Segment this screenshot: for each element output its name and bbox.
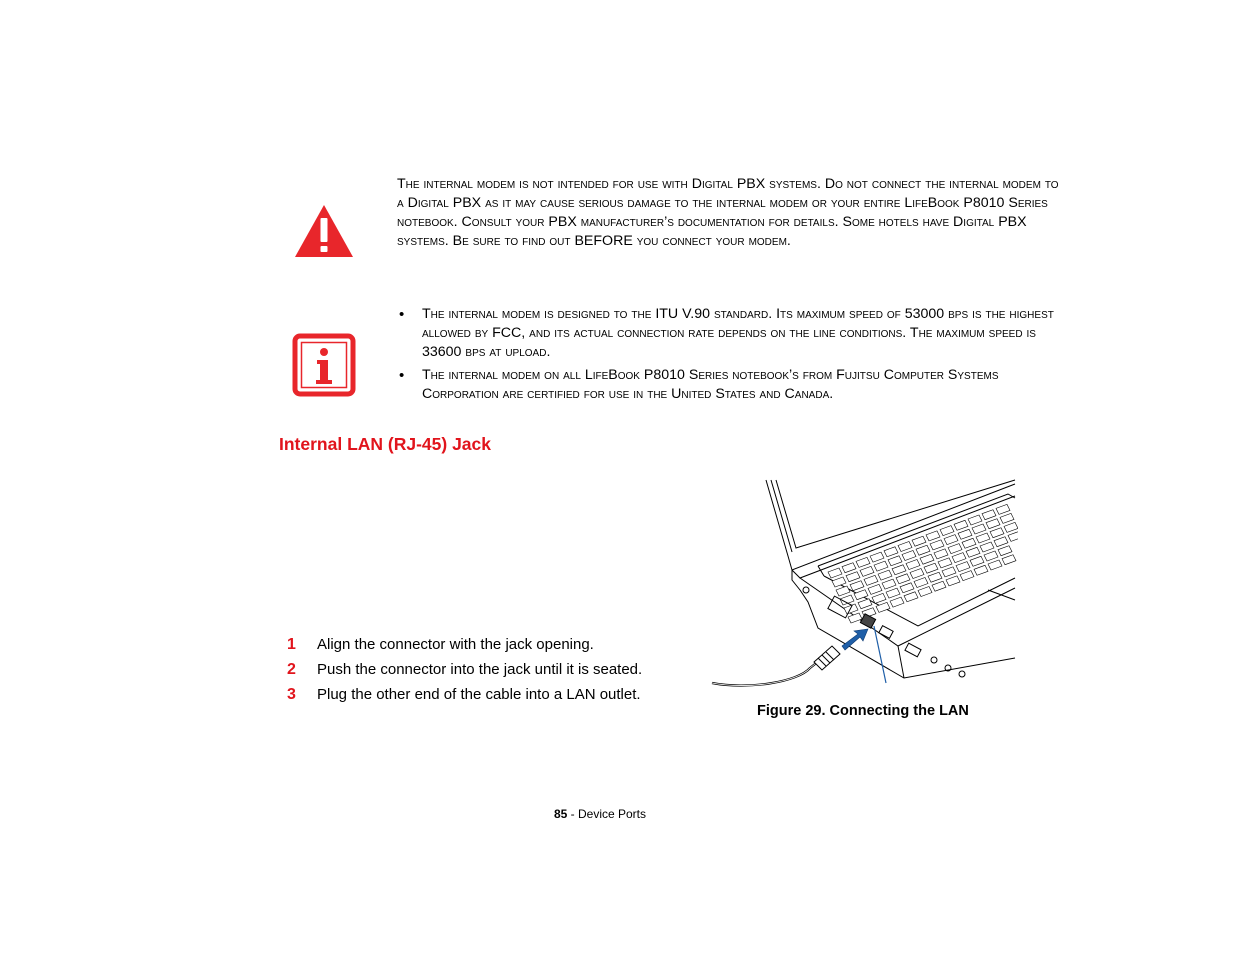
info-icon	[292, 333, 356, 397]
keyboard-key	[1008, 531, 1018, 541]
keyboard-key	[944, 535, 958, 545]
keyboard-key	[832, 577, 846, 587]
keyboard-key	[982, 510, 996, 520]
keyboard-key	[986, 519, 1000, 529]
keyboard-key	[990, 528, 1004, 538]
text-run: standard. Its maximum speed of	[710, 306, 905, 322]
step-item	[287, 685, 642, 710]
keyboard-key	[970, 556, 984, 566]
text-run: PBX	[736, 176, 766, 192]
keyboard-key	[842, 563, 856, 573]
keyboard-key	[976, 533, 990, 543]
keyboard-key	[946, 576, 960, 586]
keyboard-key	[858, 599, 872, 609]
page-number: 85	[553, 807, 568, 821]
keyboard-key	[870, 552, 884, 562]
keyboard-key	[1002, 555, 1016, 565]
step-number: 1	[287, 636, 296, 653]
text-run: ITU V.90	[655, 306, 711, 322]
info-bullet-text	[422, 306, 1054, 360]
keyboard-key	[1000, 513, 1014, 523]
info-bullet-item	[397, 305, 1067, 362]
info-bullet-list	[397, 305, 1067, 408]
keyboard-key	[892, 565, 906, 575]
keyboard-key	[972, 524, 986, 534]
keyboard-key	[940, 526, 954, 536]
keyboard-key	[872, 593, 886, 603]
keyboard-key	[856, 557, 870, 567]
text-run: systems. Do not connect the internal modem to a Digital	[397, 176, 1059, 211]
keyboard-key	[884, 547, 898, 557]
keyboard-key	[874, 561, 888, 571]
text-run: The internal modem on all LifeBook	[422, 367, 644, 383]
keyboard-key	[956, 562, 970, 572]
text-run: P8010	[643, 367, 685, 383]
keyboard-key	[998, 546, 1012, 556]
keyboard-key	[864, 575, 878, 585]
keyboard-key	[984, 551, 998, 561]
keyboard-key	[934, 549, 948, 559]
step-text: Plug the other end of the cable into a LAN outlet.	[317, 686, 641, 703]
text-run: The internal modem is designed to the	[422, 306, 656, 322]
keyboard-key	[890, 597, 904, 607]
keyboard-key	[924, 563, 938, 573]
keyboard-key	[938, 558, 952, 568]
text-run: manufacturer’s documentation for details. Some hotels have Digital	[576, 214, 999, 230]
text-run: PBX	[548, 214, 577, 230]
keyboard-key	[888, 556, 902, 566]
keyboard-key	[920, 554, 934, 564]
keyboard-key	[932, 581, 946, 591]
text-run: BEFORE	[574, 233, 633, 249]
keyboard-key	[910, 569, 924, 579]
keyboard-key	[918, 587, 932, 597]
text-run: as it may cause serious damage to the internal modem or your entire LifeBook	[481, 195, 964, 211]
keyboard-key	[846, 572, 860, 582]
keyboard-key	[912, 536, 926, 546]
info-bullet-item	[397, 366, 1067, 404]
keyboard-key	[848, 613, 862, 623]
keyboard-key	[902, 551, 916, 561]
keyboard-key	[974, 565, 988, 575]
step-text: Align the connector with the jack opening.	[317, 636, 594, 653]
page-footer	[0, 807, 1200, 821]
keyboard-key	[930, 540, 944, 550]
bullet-icon: •	[399, 306, 405, 323]
laptop-lan-port-illustration	[708, 478, 1018, 688]
keyboard-key	[954, 520, 968, 530]
keyboard-key	[878, 570, 892, 580]
keyboard-key	[952, 553, 966, 563]
keyboard-key	[896, 574, 910, 584]
keyboard-key	[928, 572, 942, 582]
text-run: bps at upload.	[461, 344, 551, 360]
keyboard-key	[900, 583, 914, 593]
keyboard-key	[886, 588, 900, 598]
keyboard-key	[860, 566, 874, 576]
keyboard-key	[904, 592, 918, 602]
bullet-icon: •	[399, 367, 405, 384]
warning-text	[397, 175, 1067, 251]
keyboard-key	[844, 604, 858, 614]
text-run: bps is the highest allowed by	[422, 306, 1054, 341]
steps-list	[287, 635, 642, 710]
keyboard-key	[916, 545, 930, 555]
keyboard-key	[988, 560, 1002, 570]
keyboard-key	[850, 581, 864, 591]
keyboard-key	[994, 537, 1008, 547]
keyboard-key	[906, 560, 920, 570]
keyboard-key	[914, 578, 928, 588]
text-run: FCC,	[492, 325, 526, 341]
text-run: P8010	[963, 195, 1005, 211]
keyboard-key	[942, 567, 956, 577]
footer-section-name: - Device Ports	[567, 807, 647, 821]
text-run: Series notebook. Consult your	[397, 195, 1048, 230]
text-run: and its actual connection rate depends on the line conditions. The maximum speed is	[525, 325, 1036, 341]
keyboard-key	[968, 515, 982, 525]
text-run: Series notebook’s from Fujitsu Computer Systems Corporation are certified for use in the United States and Canada.	[422, 367, 999, 402]
text-run: systems. Be sure to find out	[397, 233, 575, 249]
figure-caption: Figure 29. Connecting the LAN	[757, 703, 969, 719]
text-run: you connect your modem.	[632, 233, 791, 249]
keyboard-key	[926, 531, 940, 541]
info-bullet-text	[422, 367, 999, 402]
text-run: PBX	[998, 214, 1027, 230]
keyboard-key	[876, 602, 890, 612]
keyboard-key	[980, 542, 994, 552]
keyboard-key	[868, 584, 882, 594]
step-text: Push the connector into the jack until it is seated.	[317, 661, 643, 678]
keyboard-key	[958, 529, 972, 539]
keyboard-key	[882, 579, 896, 589]
step-number: 2	[287, 661, 296, 678]
text-run: The internal modem is not intended for use with Digital	[397, 176, 737, 192]
step-number: 3	[287, 686, 296, 703]
keyboard-key	[948, 544, 962, 554]
text-run: 53000	[904, 306, 945, 322]
step-item	[287, 635, 642, 660]
keyboard-key	[828, 568, 842, 578]
keyboard-key	[898, 542, 912, 552]
keyboard-key	[966, 547, 980, 557]
warning-triangle-icon	[293, 203, 355, 259]
text-run: PBX	[452, 195, 482, 211]
keyboard-key	[836, 586, 850, 596]
section-heading: Internal LAN (RJ-45) Jack	[279, 434, 492, 454]
keyboard-key	[962, 538, 976, 548]
keyboard-key	[960, 571, 974, 581]
keyboard-key	[1004, 522, 1018, 532]
step-item	[287, 660, 642, 685]
keyboard-key	[996, 504, 1010, 514]
text-run: 33600	[422, 344, 462, 360]
